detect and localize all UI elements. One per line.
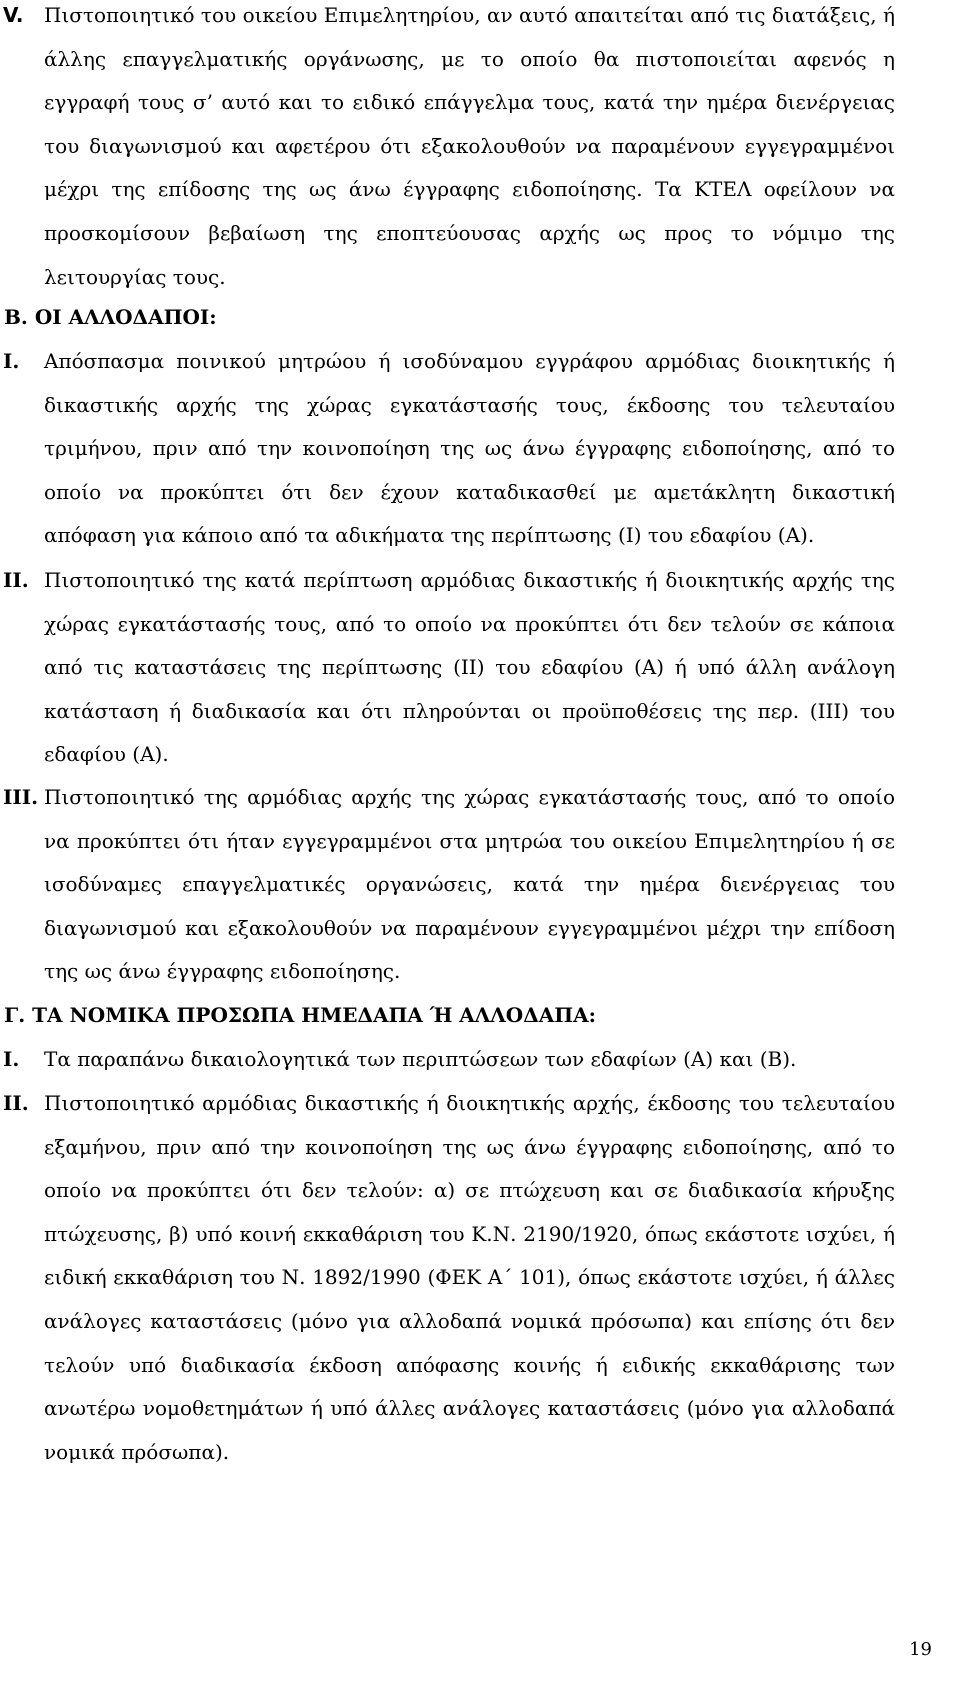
item-text: Πιστοποιητικό της αρμόδιας αρχής της χώρας εγκατάστασής τους, από το οποίο να προκύπτει ότι ήταν εγγεγραμμένοι στα μητρώα του οικείου Επιμελητηρίου ή σε ισοδύναμες επαγγελματικές οργανώσεις, κατά την ημέρα διενέργειας του διαγωνισμού και εξακολουθούν να παραμένουν εγγεγραμμένοι μέχρι την επίδοση της ως άνω έγγραφης ειδοποίησης. [44, 785, 895, 984]
item-text: Πιστοποιητικό του οικείου Επιμελητηρίου, αν αυτό απαιτείται από τις διατάξεις, ή άλλης επαγγελματικής οργάνωσης, με το οποίο θα πιστοποιείται αφενός η εγγραφή τους σ’ αυτό και το ειδικό επάγγελμα τους, κατά την ημέρα διενέργειας του διαγωνισμού και αφετέρου ότι εξακολουθούν να παραμένουν εγγεγραμμένοι μέχρι της επίδοσης της ως άνω έγγραφης ειδοποίησης. Τα ΚΤΕΛ οφείλουν να προσκομίσουν βεβαίωση της εποπτεύουσας αρχής ως προς το νόμιμο της λειτουργίας τους. [44, 3, 895, 289]
list-item-v [0, 0, 895, 299]
list-item-c-1 [0, 1038, 895, 1082]
item-marker: II. [3, 568, 29, 592]
list-item-c-2 [0, 1082, 895, 1474]
item-text: Πιστοποιητικό της κατά περίπτωση αρμόδιας δικαστικής ή διοικητικής αρχής της χώρας εγκατάστασής τους, από το οποίο να προκύπτει ότι δεν τελούν σε κάποια από τις καταστάσεις της περίπτωσης (ΙΙ) του εδαφίου (Α) ή υπό άλλη ανάλογη κατάσταση ή διαδικασία και ότι πληρούνται οι προϋποθέσεις της περ. (ΙΙΙ) του εδαφίου (Α). [44, 568, 895, 767]
item-marker: II. [3, 1091, 29, 1115]
section-heading-b: Β. ΟΙ ΑΛΛΟΔΑΠΟΙ: [4, 305, 217, 329]
item-marker: V. [3, 3, 24, 27]
section-heading-c: Γ. ΤΑ ΝΟΜΙΚΑ ΠΡΟΣΩΠΑ ΗΜΕΔΑΠΑ Ή ΑΛΛΟΔΑΠΑ: [4, 1003, 597, 1027]
list-item-b-2 [0, 559, 895, 777]
item-marker: I. [3, 349, 20, 373]
item-text: Απόσπασμα ποινικού μητρώου ή ισοδύναμου εγγράφου αρμόδιας διοικητικής ή δικαστικής αρχής της χώρας εγκατάστασής τους, έκδοσης του τελευταίου τριμήνου, πριν από την κοινοποίηση της ως άνω έγγραφης ειδοποίησης, από το οποίο να προκύπτει ότι δεν έχουν καταδικασθεί με αμετάκλητη δικαστική απόφαση για κάποιο από τα αδικήματα της περίπτωσης (Ι) του εδαφίου (Α). [44, 349, 895, 548]
item-marker: I. [3, 1047, 20, 1071]
item-text: Τα παραπάνω δικαιολογητικά των περιπτώσεων των εδαφίων (Α) και (Β). [44, 1047, 797, 1071]
list-item-b-1 [0, 340, 895, 558]
page-number: 19 [909, 1639, 932, 1660]
item-marker: III. [3, 785, 39, 809]
list-item-b-3 [0, 776, 895, 994]
item-text: Πιστοποιητικό αρμόδιας δικαστικής ή διοικητικής αρχής, έκδοσης του τελευταίου εξαμήνου, πριν από την κοινοποίηση της ως άνω έγγραφης ειδοποίησης, από το οποίο να προκύπτει ότι δεν τελούν: α) σε πτώχευση και σε διαδικασία κήρυξης πτώχευσης, β) υπό κοινή εκκαθάριση του Κ.Ν. 2190/1920, όπως εκάστοτε ισχύει, ή ειδική εκκαθάριση του Ν. 1892/1990 (ΦΕΚ Α΄ 101), όπως εκάστοτε ισχύει, ή άλλες ανάλογες καταστάσεις (μόνο για αλλοδαπά νομικά πρόσωπα) και επίσης ότι δεν τελούν υπό διαδικασία έκδοση απόφασης κοινής ή ειδικής εκκαθάρισης των ανωτέρω νομοθετημάτων ή υπό άλλες ανάλογες καταστάσεις (μόνο για αλλοδαπά νομικά πρόσωπα). [44, 1091, 895, 1464]
